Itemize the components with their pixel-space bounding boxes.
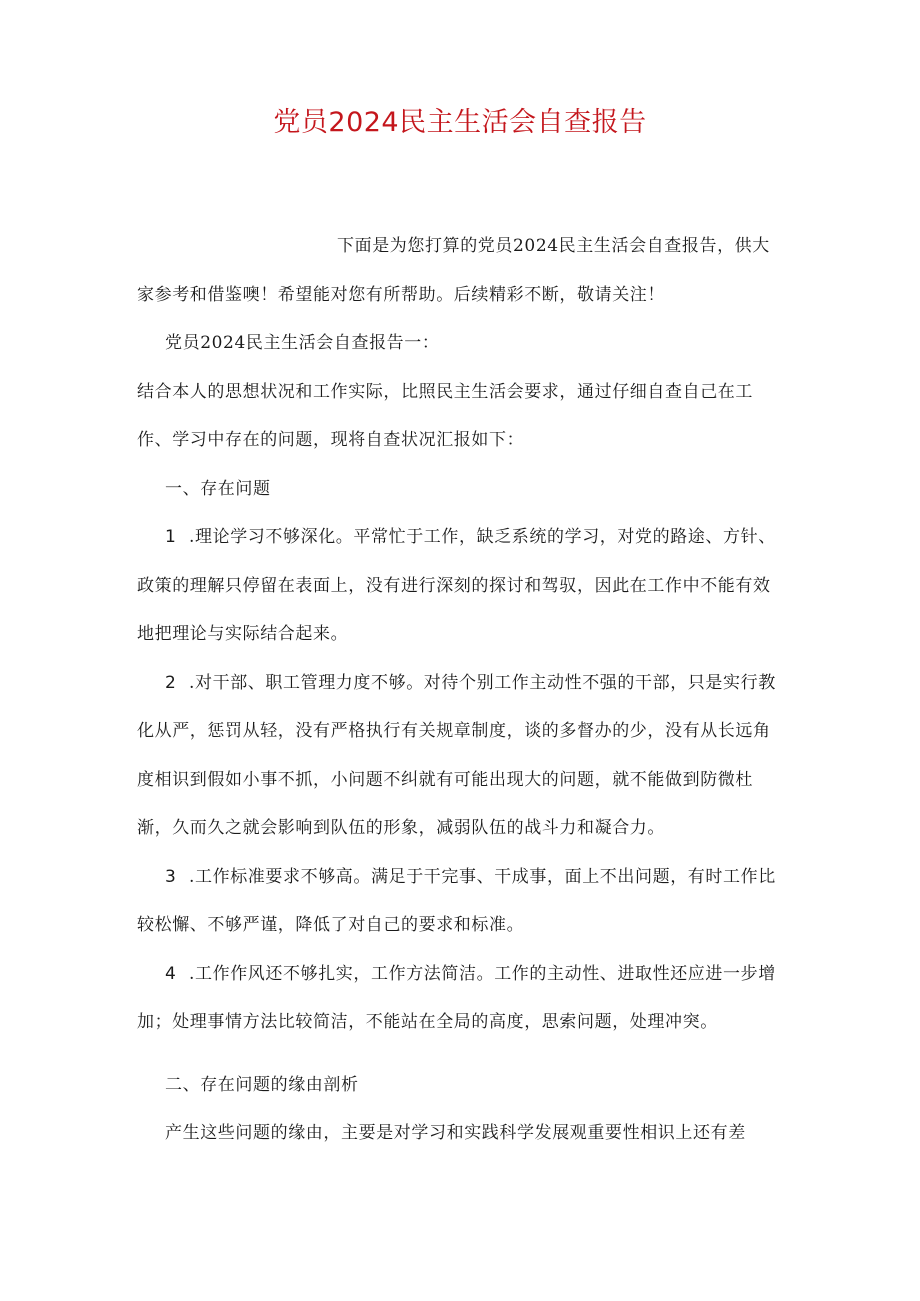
- list-item: [137, 659, 787, 853]
- item-text: .工作标准要求不够高。满足于干完事、干成事，面上不出问题，有时工作比较松懈、不够严谨，降低了对自己的要求和标准。: [137, 866, 776, 935]
- intro-paragraph: 下面是为您打算的党员2024民主生活会自查报告，供大家参考和借鉴噢！希望能对您有所帮助。后续精彩不断，敬请关注！: [137, 236, 770, 305]
- item-number: 2: [165, 672, 177, 693]
- opening-paragraph: 结合本人的思想状况和工作实际，比照民主生活会要求，通过仔细自查自己在工作、学习中存在的问题，现将自查状况汇报如下：: [137, 381, 753, 450]
- section1-heading: 一、存在问题: [165, 478, 271, 499]
- document-title: 党员2024民主生活会自查报告: [273, 107, 647, 138]
- document-body: [137, 222, 787, 1158]
- section2-paragraph: 产生这些问题的缘由，主要是对学习和实践科学发展观重要性相识上还有差: [165, 1123, 746, 1143]
- item-number: 3: [165, 866, 177, 887]
- list-item: [137, 950, 787, 1047]
- part-heading: 党员2024民主生活会自查报告一：: [165, 333, 440, 353]
- list-item: [137, 853, 787, 950]
- item-number: 1: [165, 527, 177, 547]
- section2-heading: 二、存在问题的缘由剖析: [165, 1074, 359, 1095]
- item-text: .工作作风还不够扎实，工作方法简洁。工作的主动性、进取性还应进一步增加；处理事情方法比较简洁，不能站在全局的高度，思索问题，处理冲突。: [137, 963, 776, 1032]
- item-number: 4: [165, 963, 177, 984]
- item-text: .理论学习不够深化。平常忙于工作，缺乏系统的学习，对党的路途、方针、政策的理解只停留在表面上，没有进行深刻的探讨和驾驭，因此在工作中不能有效地把理论与实际结合起来。: [137, 527, 776, 644]
- item-text: .对干部、职工管理力度不够。对待个别工作主动性不强的干部，只是实行教化从严，惩罚从轻，没有严格执行有关规章制度，谈的多督办的少，没有从长远角度相识到假如小事不抓，小问题不纠就有可能出现大的问题，就不能做到防微杜渐，久而久之就会影响到队伍的形象，减弱队伍的战斗力和凝合力。: [137, 672, 776, 838]
- list-item: [137, 513, 787, 659]
